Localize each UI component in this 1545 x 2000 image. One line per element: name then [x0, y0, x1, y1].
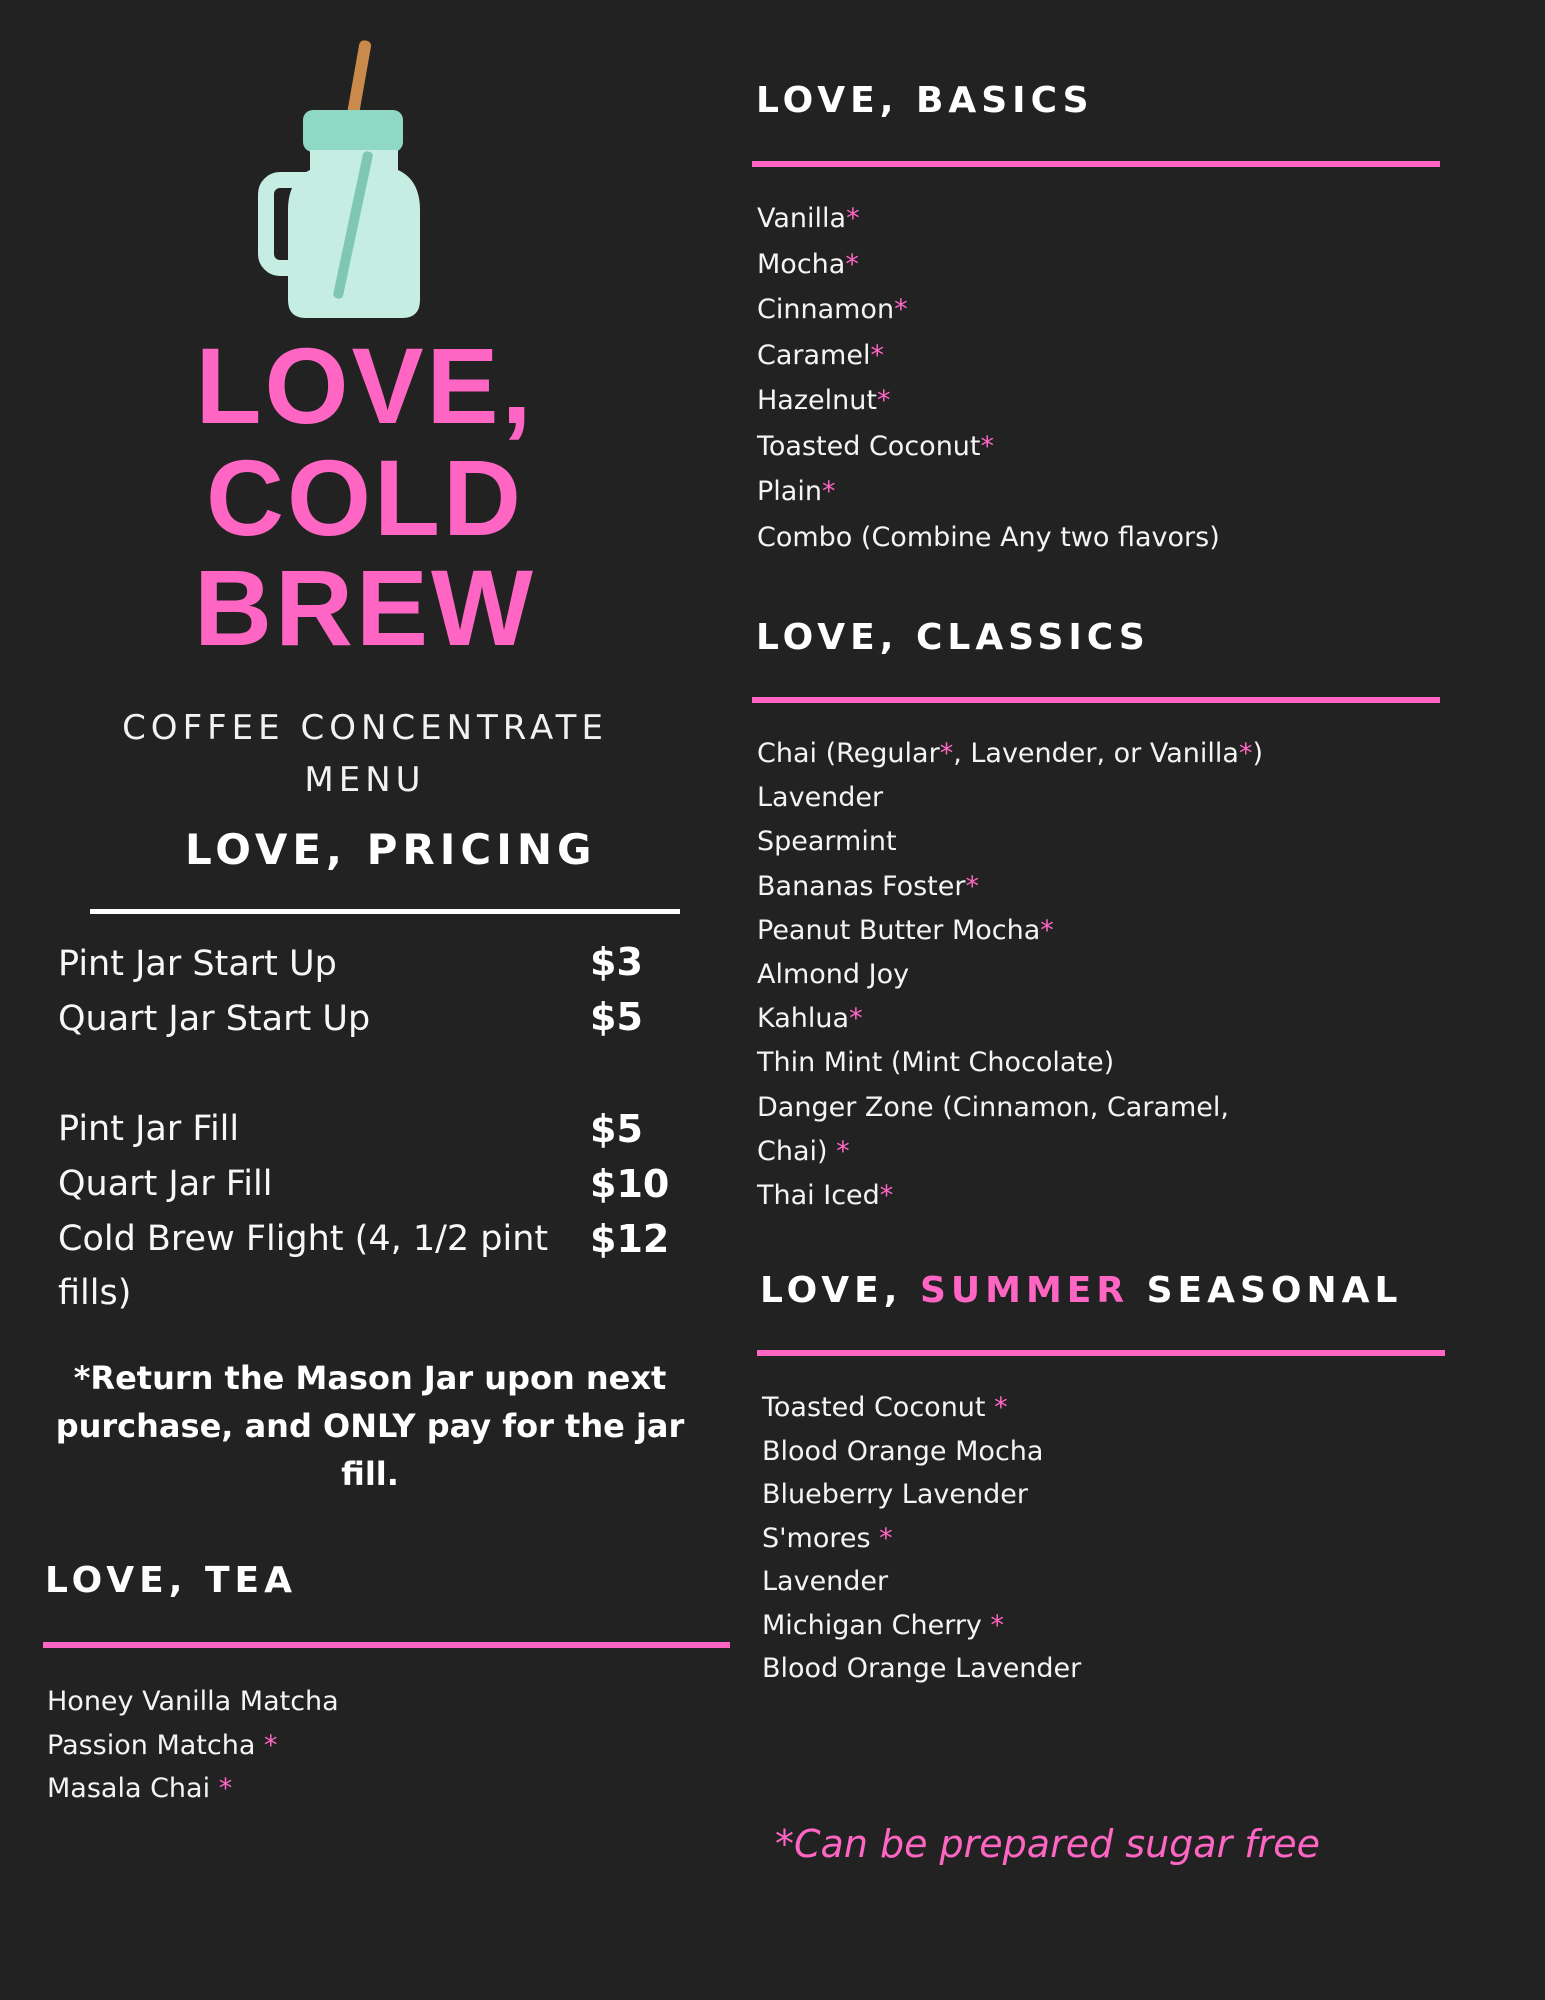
title-line-2: COLD [206, 437, 524, 558]
list-item: Danger Zone (Cinnamon, Caramel, [757, 1091, 1229, 1123]
list-item: Chai) * [757, 1135, 850, 1167]
list-item: Kahlua* [757, 1003, 863, 1035]
basics-heading: LOVE, BASICS [756, 80, 1094, 121]
title-line-3: BREW [194, 547, 536, 668]
list-item: Vanilla* [757, 203, 860, 234]
list-item: Masala Chai * [47, 1773, 233, 1804]
subtitle-line-1: COFFEE CONCENTRATE [122, 708, 608, 748]
basics-list [757, 196, 1220, 560]
list-item: Michigan Cherry * [762, 1609, 1004, 1641]
price-value-pint-start: $3 [590, 940, 643, 984]
classics-divider [752, 697, 1440, 703]
subtitle-line-2: MENU [304, 760, 426, 800]
list-item: Almond Joy [757, 959, 910, 991]
pricing-divider [90, 909, 680, 914]
list-item: Blueberry Lavender [762, 1479, 1028, 1510]
list-item: Peanut Butter Mocha* [757, 914, 1054, 946]
list-item: Hazelnut* [757, 385, 891, 416]
list-item: Lavender [762, 1566, 889, 1597]
list-item: Lavender [757, 782, 884, 814]
list-item: Mocha* [757, 248, 859, 280]
summer-list [762, 1386, 1081, 1691]
list-item: Combo (Combine Any two flavors) [757, 521, 1220, 553]
list-item: Caramel* [757, 339, 884, 371]
price-label-pint-start: Pint Jar Start Up [58, 944, 337, 984]
list-item: Toasted Coconut * [762, 1392, 1008, 1423]
mason-jar-icon [250, 40, 420, 320]
price-label-quart-fill: Quart Jar Fill [58, 1164, 273, 1204]
list-item: Spearmint [757, 826, 897, 858]
list-item: Toasted Coconut* [757, 430, 995, 462]
summer-highlight: SUMMER [919, 1270, 1130, 1311]
summer-divider [757, 1350, 1445, 1356]
tea-heading: LOVE, TEA [45, 1560, 297, 1601]
sugar-free-footnote: *Can be prepared sugar free [775, 1822, 1321, 1866]
list-item: Passion Matcha * [47, 1729, 278, 1761]
classics-list [757, 732, 1263, 1218]
price-value-quart-fill: $10 [590, 1162, 670, 1206]
price-value-quart-start: $5 [590, 995, 643, 1039]
jar-return-note: *Return the Mason Jar upon next purchase, and ONLY pay for the jar fill. [55, 1359, 685, 1493]
list-item: Honey Vanilla Matcha [47, 1686, 339, 1717]
tea-list [47, 1680, 339, 1811]
price-value-flight: $12 [590, 1217, 670, 1261]
list-item: Cinnamon* [757, 294, 908, 325]
list-item: Blood Orange Mocha [762, 1435, 1044, 1467]
list-item: Thin Mint (Mint Chocolate) [757, 1047, 1115, 1079]
list-item: Blood Orange Lavender [762, 1653, 1082, 1684]
price-label-pint-fill: Pint Jar Fill [58, 1109, 240, 1149]
list-item: Thai Iced* [757, 1180, 894, 1212]
price-label-quart-start: Quart Jar Start Up [58, 999, 371, 1039]
pricing-heading: LOVE, PRICING [185, 825, 597, 874]
basics-divider [752, 161, 1440, 167]
title-line-1: LOVE, [195, 325, 535, 446]
list-item: S'mores * [762, 1522, 893, 1554]
list-item: Plain* [757, 476, 836, 507]
price-label-flight: Cold Brew Flight (4, 1/2 pint fills) [58, 1219, 549, 1313]
price-value-pint-fill: $5 [590, 1107, 643, 1151]
tea-divider [43, 1642, 730, 1648]
list-item: Bananas Foster* [757, 870, 979, 902]
list-item: Chai (Regular*, Lavender, or Vanilla*) [757, 738, 1263, 769]
classics-heading: LOVE, CLASSICS [756, 617, 1150, 658]
summer-heading: LOVE, SUMMER SEASONAL [760, 1270, 1403, 1311]
